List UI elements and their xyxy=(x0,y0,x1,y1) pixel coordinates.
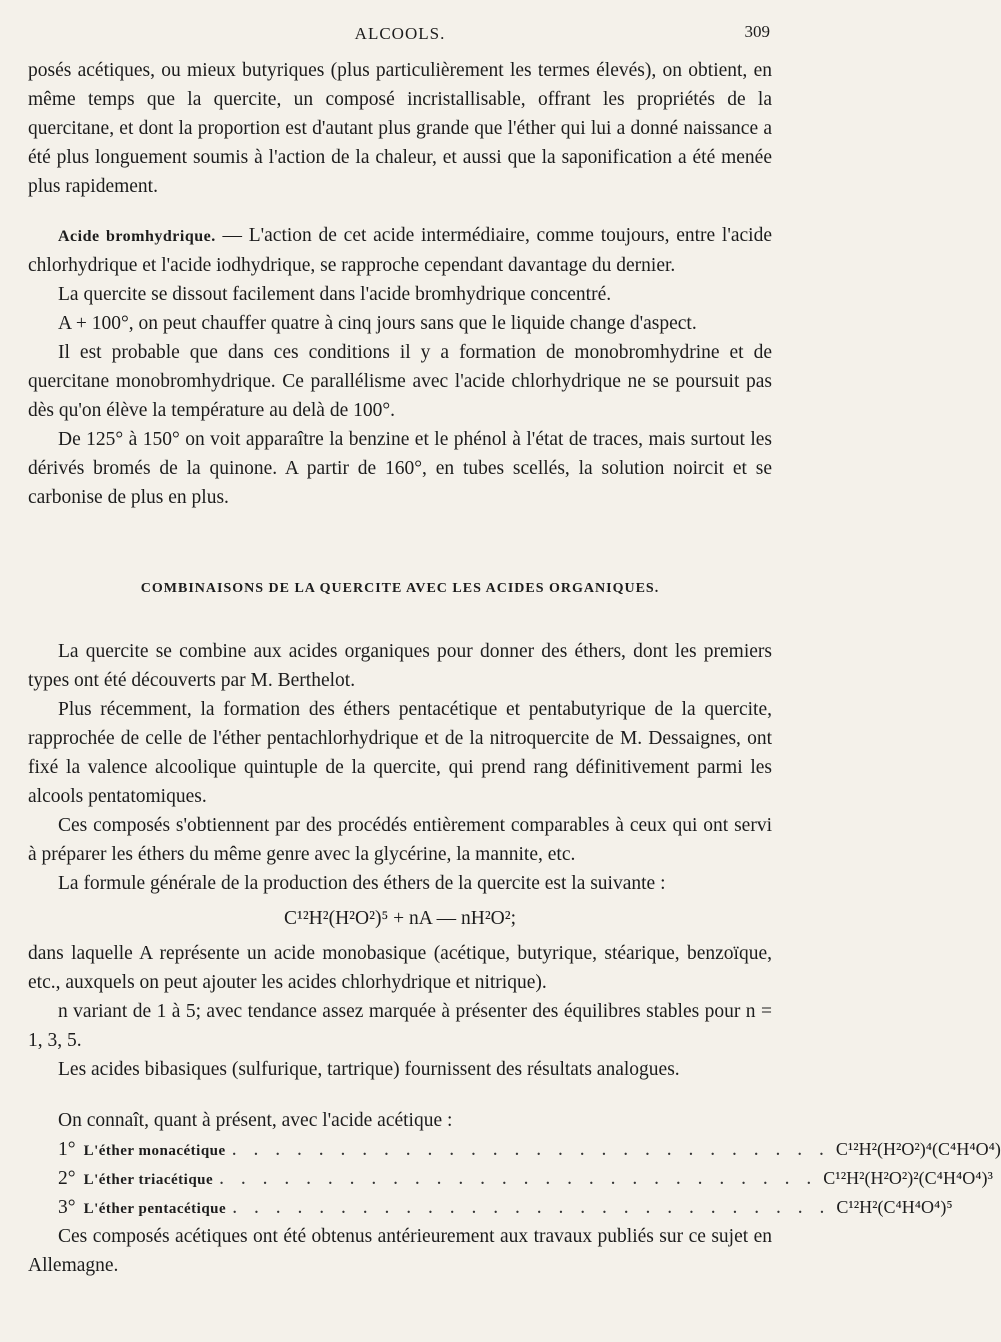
list-label: L'éther pentacétique xyxy=(83,1201,227,1217)
list-number: 3° xyxy=(58,1197,76,1218)
list-formula: C¹²H²(C⁴H⁴O⁴)⁵ xyxy=(836,1197,953,1217)
leader-dots: . . . . . . . . . . . . . . . . . . . . . . . . . . . . xyxy=(232,1197,831,1218)
paragraph: Il est probable que dans ces conditions il y a formation de monobromhydrine et de quercitane monobromhydrique. Ce parallélisme avec l'acide chlorhydrique ne se poursuit pas dès qu'on élève la température au delà de 100°. xyxy=(28,342,772,421)
run-in-heading: Acide bromhydrique. xyxy=(58,228,216,245)
page-header xyxy=(0,20,800,46)
paragraph: n variant de 1 à 5; avec tendance assez marquée à présenter des équilibres stables pour n = 1, 3, 5. xyxy=(28,1001,772,1051)
list-item xyxy=(28,1193,953,1222)
list-number: 1° xyxy=(58,1139,76,1160)
paragraph-text: — L'action de cet acide intermédiaire, comme toujours, entre l'acide chlorhydrique et l'acide iodhydrique, se rapproche cependant davantage du dernier. xyxy=(28,225,772,276)
page-number: 309 xyxy=(744,22,770,41)
ether-list xyxy=(28,1135,1001,1222)
running-title: ALCOOLS. xyxy=(354,24,446,43)
paragraph: A + 100°, on peut chauffer quatre à cinq jours sans que le liquide change d'aspect. xyxy=(58,313,697,334)
list-item xyxy=(28,1164,993,1193)
page-body xyxy=(28,56,1001,1280)
leader-dots: . . . . . . . . . . . . . . . . . . . . . . . . . . . . xyxy=(231,1139,830,1160)
paragraph: Plus récemment, la formation des éthers pentacétique et pentabutyrique de la quercite, rapprochée de celle de l'éther pentachlorhydrique et de la nitroquercite de M. Dessaignes, ont fixé la valence alcoolique quintuple de la quercite, qui prend rang définitivement parmi les alcools pentatomiques. xyxy=(28,699,772,807)
paragraph: Ces composés s'obtiennent par des procédés entièrement comparables à ceux qui ont servi à préparer les éthers du même genre avec la glycérine, la mannite, etc. xyxy=(28,815,772,865)
list-number: 2° xyxy=(58,1168,76,1189)
list-label: L'éther monacétique xyxy=(83,1143,226,1159)
paragraph: La quercite se dissout facilement dans l'acide bromhydrique concentré. xyxy=(58,284,612,305)
paragraph: De 125° à 150° on voit apparaître la benzine et le phénol à l'état de traces, mais surtout les dérivés bromés de la quinone. A partir de 160°, en tubes scellés, la solution noircit et se carbonise de plus en plus. xyxy=(28,429,772,508)
paragraph: Ces composés acétiques ont été obtenus antérieurement aux travaux publiés sur ce sujet en Allemagne. xyxy=(28,1226,772,1276)
list-formula: C¹²H²(H²O²)²(C⁴H⁴O⁴)³ xyxy=(823,1168,993,1188)
paragraph: La formule générale de la production des éthers de la quercite est la suivante : xyxy=(58,873,666,894)
paragraph: La quercite se combine aux acides organiques pour donner des éthers, dont les premiers types ont été découverts par M. Berthelot. xyxy=(28,641,772,691)
paragraph: posés acétiques, ou mieux butyriques (plus particulièrement les termes élevés), on obtient, en même temps que la quercite, un composé incristallisable, offrant les propriétés de la quercitane, et dont la proportion est d'autant plus grande que l'éther qui lui a donné naissance a été plus longuement soumis à l'action de la chaleur, et aussi que la saponification a été menée plus rapidement. xyxy=(28,60,772,197)
general-formula: C¹²H²(H²O²)⁵ + nA — nH²O²; xyxy=(283,908,517,929)
section-title: COMBINAISONS DE LA QUERCITE AVEC LES ACIDES ORGANIQUES. xyxy=(140,581,660,596)
paragraph: dans laquelle A représente un acide monobasique (acétique, butyrique, stéarique, benzoïque, etc., auxquels on peut ajouter les acides chlorhydrique et nitrique). xyxy=(28,943,772,993)
paragraph-acide-bromhydrique xyxy=(28,221,772,280)
paragraph: On connaît, quant à présent, avec l'acide acétique : xyxy=(58,1110,453,1131)
paragraph: Les acides bibasiques (sulfurique, tartrique) fournissent des résultats analogues. xyxy=(58,1059,680,1080)
list-formula: C¹²H²(H²O²)⁴(C⁴H⁴O⁴) xyxy=(835,1139,1001,1159)
list-label: L'éther triacétique xyxy=(83,1172,214,1188)
leader-dots: . . . . . . . . . . . . . . . . . . . . . . . . . . . . xyxy=(219,1168,818,1189)
list-item xyxy=(28,1135,1001,1164)
